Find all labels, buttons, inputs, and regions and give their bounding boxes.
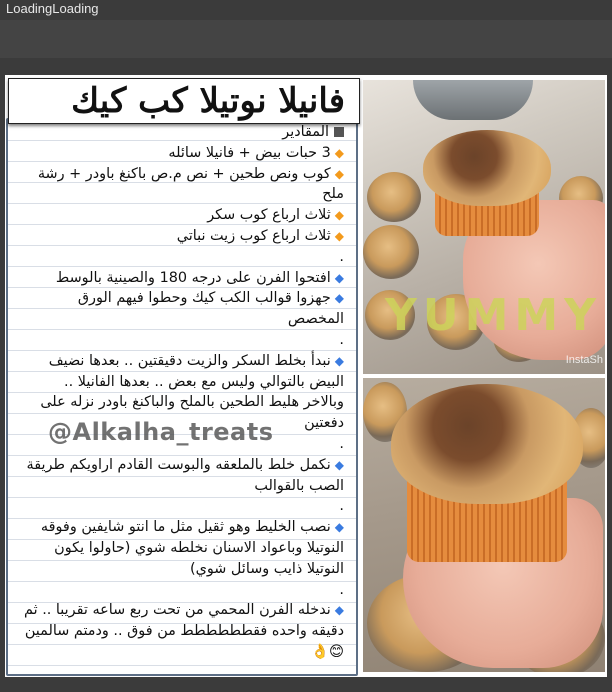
blue-diamond-icon: ◆ (334, 291, 344, 306)
separator: . (339, 435, 344, 452)
step-line: ◆ندخله الفرن المحمي من تحت ربع ساعه تقريبا .. ثم دقيقه واحده فقطططططط من فوق .. ودمتم سالمين 😊👌 (24, 602, 344, 660)
tray-cupcake (363, 225, 419, 279)
ingredient-line: ◆كوب ونص طحين + نص م.ص باكنغ باودر + رشة ملح (37, 165, 344, 203)
orange-diamond-icon: ◆ (334, 228, 344, 243)
step-line: ◆افتحوا الفرن على درجه 180 والصينية بالوسط (55, 269, 344, 286)
blue-diamond-icon: ◆ (334, 353, 344, 368)
orange-diamond-icon: ◆ (334, 145, 344, 160)
cupcake-photo-top (363, 80, 605, 374)
background-panel (0, 20, 612, 58)
title-box (8, 78, 360, 124)
ingredients-heading: المقادير (24, 122, 344, 143)
step-line: ◆جهزوا قوالب الكب كيك وحطوا فيهم الورق المخصص (77, 290, 344, 328)
separator: . (339, 498, 344, 515)
yummy-watermark: YUMMY (385, 290, 603, 341)
separator: . (339, 581, 344, 598)
loading-text: LoadingLoading (6, 1, 99, 16)
square-bullet-icon (334, 127, 344, 137)
mixer-bowl (413, 80, 533, 120)
step-line: ◆نكمل خلط بالملعقه والبوست القادم اراويكم طريقة الصب بالقوالب (26, 456, 344, 494)
ingredient-line: ◆ثلاث ارباع كوب زيت نباتي (176, 227, 344, 244)
ingredient-line: ◆ثلاث ارباع كوب سكر (207, 207, 344, 224)
orange-diamond-icon: ◆ (334, 208, 344, 223)
source-tag: InstaSh (565, 354, 603, 366)
step-line: ◆نصب الخليط وهو ثقيل مثل ما انتو شايفين وفوقه النوتيلا وباعواد الاسنان نخلطه شوي (حاولوا يكون النوتيلا ذايب وسائل شوي) (40, 519, 344, 577)
recipe-text (24, 122, 344, 663)
step-line: ◆نبدأ بخلط السكر والزيت دقيقتين .. بعدها نضيف البيض بالتوالي وليس مع بعض .. بعدها الفانيلا .. وبالاخر هليط الطحين بالملح والباكنغ باودر نزله على دفعتين (40, 352, 344, 432)
tray-cupcake (367, 172, 421, 222)
cupcake-photo-bottom (363, 378, 605, 672)
separator: . (339, 331, 344, 348)
blue-diamond-icon: ◆ (334, 603, 344, 618)
separator: . (339, 248, 344, 265)
recipe-title: فانيلا نوتيلا كب كيك (71, 81, 345, 121)
instagram-handle: @Alkalha_treats (48, 418, 274, 446)
blue-diamond-icon: ◆ (334, 520, 344, 535)
ingredient-line: ◆3 حبات بيض + فانيلا سائله (168, 144, 344, 161)
orange-diamond-icon: ◆ (334, 166, 344, 181)
blue-diamond-icon: ◆ (334, 270, 344, 285)
blue-diamond-icon: ◆ (334, 457, 344, 472)
